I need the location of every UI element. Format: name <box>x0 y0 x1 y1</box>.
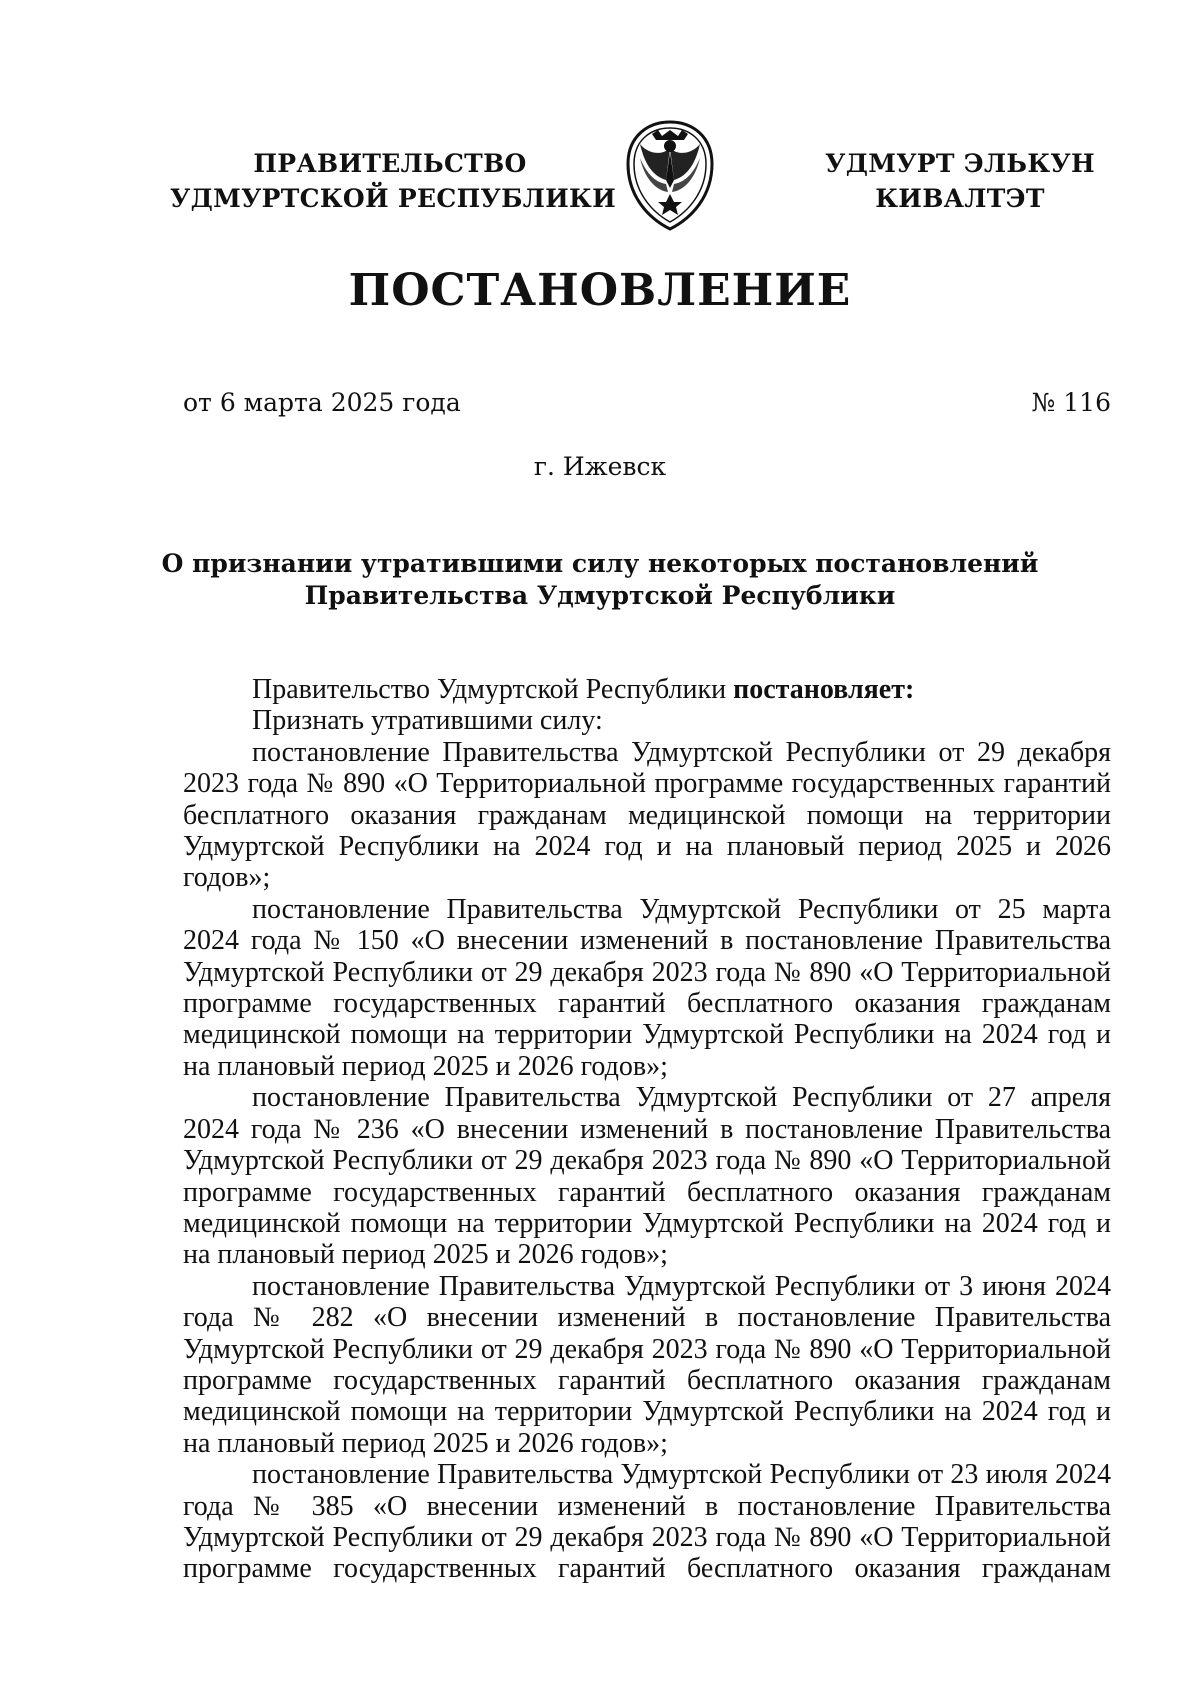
repealed-item-5: постановление Правительства Удмуртской Республики от 23 июля 2024 года № 385 «О внесении изменений в постановление Правительства Удмуртской Республики от 29 декабря 2023 года № 890 «О Территориальной программе государственных гарантий бесплатного оказания гражданам <box>183 1459 1111 1585</box>
intro-text: Правительство Удмуртской Республики <box>252 674 734 705</box>
document-date: от 6 марта 2025 года <box>183 388 461 417</box>
intro-paragraph <box>183 674 1111 705</box>
document-body <box>183 674 1111 1585</box>
repealed-item-4: постановление Правительства Удмуртской Республики от 3 июня 2024 года № 282 «О внесении изменений в постановление Правительства Удмуртской Республики от 29 декабря 2023 года № 890 «О Территориальной программе государственных гарантий бесплатного оказания гражданам медицинской помощи на территории Удмуртской Республики на 2024 год и на плановый период 2025 и 2026 годов»; <box>183 1270 1111 1459</box>
subject-line-2: Правительства Удмуртской Республики <box>304 581 896 610</box>
government-name-udmurt <box>810 146 1110 216</box>
repealed-item-2: постановление Правительства Удмуртской Республики от 25 марта 2024 года № 150 «О внесении изменений в постановление Правительства Удмуртской Республики от 29 декабря 2023 года № 890 «О Территориальной программе государственных гарантий бесплатного оказания гражданам медицинской помощи на территории Удмуртской Республики на 2024 год и на плановый период 2025 и 2026 годов»; <box>183 893 1111 1082</box>
lead-paragraph: Признать утратившими силу: <box>252 705 603 737</box>
government-name-russian <box>170 146 617 216</box>
repealed-item-1: постановление Правительства Удмуртской Республики от 29 декабря 2023 года № 890 «О Территориальной программе государственных гарантий бесплатного оказания гражданам медицинской помощи на территории Удмуртской Республики на 2024 год и на плановый период 2025 и 2026 годов»; <box>183 736 1111 894</box>
document-number: № 116 <box>1031 388 1111 417</box>
subject-line-1: О признании утратившими силу некоторых постановлений <box>161 549 1039 578</box>
government-name-udmurt-line-2: КИВАЛТЭТ <box>875 184 1045 213</box>
udmurt-coat-of-arms-icon <box>622 118 718 233</box>
government-name-line-2: УДМУРТСКОЙ РЕСПУБЛИКИ <box>170 184 617 213</box>
government-name-line-1: ПРАВИТЕЛЬСТВО <box>253 149 527 178</box>
intro-bold-verb: постановляет: <box>733 674 915 705</box>
document-type-title: ПОСТАНОВЛЕНИЕ <box>348 265 852 316</box>
repealed-item-3: постановление Правительства Удмуртской Республики от 27 апреля 2024 года № 236 «О внесении изменений в постановление Правительства Удмуртской Республики от 29 декабря 2023 года № 890 «О Территориальной программе государственных гарантий бесплатного оказания гражданам медицинской помощи на территории Удмуртской Республики на 2024 год и на плановый период 2025 и 2026 годов»; <box>183 1082 1111 1271</box>
document-city: г. Ижевск <box>533 452 667 481</box>
document-subject <box>0 548 1200 612</box>
government-name-udmurt-line-1: УДМУРТ ЭЛЬКУН <box>825 149 1095 178</box>
